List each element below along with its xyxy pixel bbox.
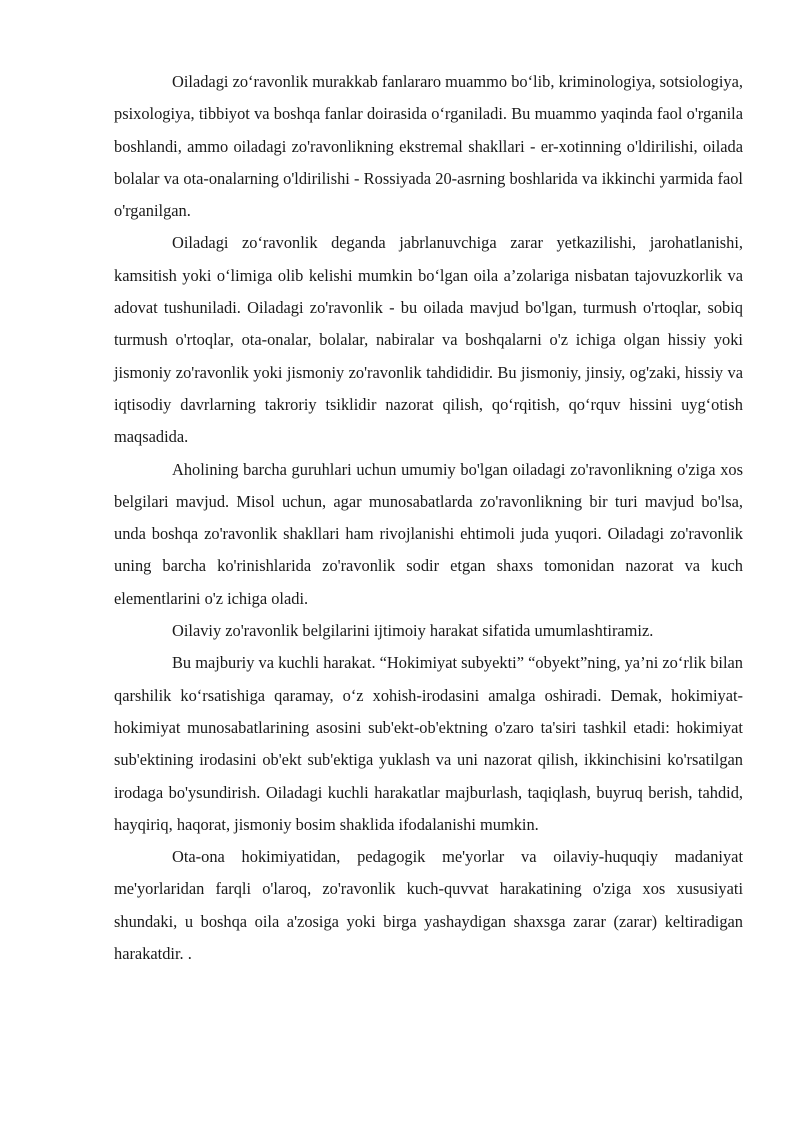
paragraph-4: Oilaviy zo'ravonlik belgilarini ijtimoiy harakat sifatida umumlashtiramiz. bbox=[172, 621, 654, 641]
paragraph-3: Aholining barcha guruhlari uchun umumiy bo'lgan oiladagi zo'ravonlikning o'ziga xos belgilari mavjud. Misol uchun, agar munosabatlarda zo'ravonlikning bir turi mavjud bo'lsa, unda boshqa zo'ravonlik shakllari ham rivojlanishi ehtimoli juda yuqori. Oiladagi zo'ravonlik uning barcha ko'rinishlarida zo'ravonlik sodir etgan shaxs tomonidan nazorat va kuch elementlarini o'z ichiga oladi. bbox=[114, 459, 743, 608]
paragraph-1: Oiladagi zo‘ravonlik murakkab fanlararo muammo bo‘lib, kriminologiya, sotsiologiya, psixologiya, tibbiyot va boshqa fanlar doirasida o‘rganiladi. Bu muammo yaqinda faol o'rganila boshlandi, ammo oiladagi zo'ravonlikning ekstremal shakllari - er-xotinning o'ldirilishi, oilada bolalar va ota-onalarning o'ldirilishi - Rossiyada 20-asrning boshlarida va ikkinchi yarmida faol o'rganilgan. bbox=[114, 72, 743, 221]
paragraph-5: Bu majburiy va kuchli harakat. “Hokimiyat subyekti” “obyekt”ning, ya’ni zo‘rlik bilan qarshilik ko‘rsatishiga qaramay, o‘z xohish-irodasini amalga oshiradi. Demak, hokimiyat-hokimiyat munosabatlarining asosini sub'ekt-ob'ektning o'zaro ta'siri tashkil etadi: hokimiyat sub'ektining irodasini ob'ekt sub'ektiga yuklash va uni nazorat qilish, ikkinchisini ko'rsatilgan irodaga bo'ysundirish. Oiladagi kuchli harakatlar majburlash, taqiqlash, buyruq berish, tahdid, hayqiriq, haqorat, jismoniy bosim shaklida ifodalanishi mumkin. bbox=[114, 653, 743, 834]
paragraph-2: Oiladagi zo‘ravonlik deganda jabrlanuvchiga zarar yetkazilishi, jarohatlanishi, kamsitish yoki o‘limiga olib kelishi mumkin bo‘lgan oila a’zolariga nisbatan tajovuzkorlik va adovat tushuniladi. Oiladagi zo'ravonlik - bu oilada mavjud bo'lgan, turmush o'rtoqlar, sobiq turmush o'rtoqlar, ota-onalar, bolalar, nabiralar va boshqalarni o'z ichiga olgan hissiy yoki jismoniy zo'ravonlik yoki jismoniy zo'ravonlik tahdididir. Bu jismoniy, jinsiy, og'zaki, hissiy va iqtisodiy davrlarning takroriy tsiklidir nazorat qilish, qo‘rqitish, qo‘rquv hissini uyg‘otish maqsadida. bbox=[114, 233, 743, 447]
paragraph-6: Ota-ona hokimiyatidan, pedagogik me'yorlar va oilaviy-huquqiy madaniyat me'yorlaridan farqli o'laroq, zo'ravonlik kuch-quvvat harakatining o'ziga xos xususiyati shundaki, u boshqa oila a'zosiga yoki birga yashaydigan shaxsga zarar (zarar) keltiradigan harakatdir. . bbox=[114, 847, 743, 964]
